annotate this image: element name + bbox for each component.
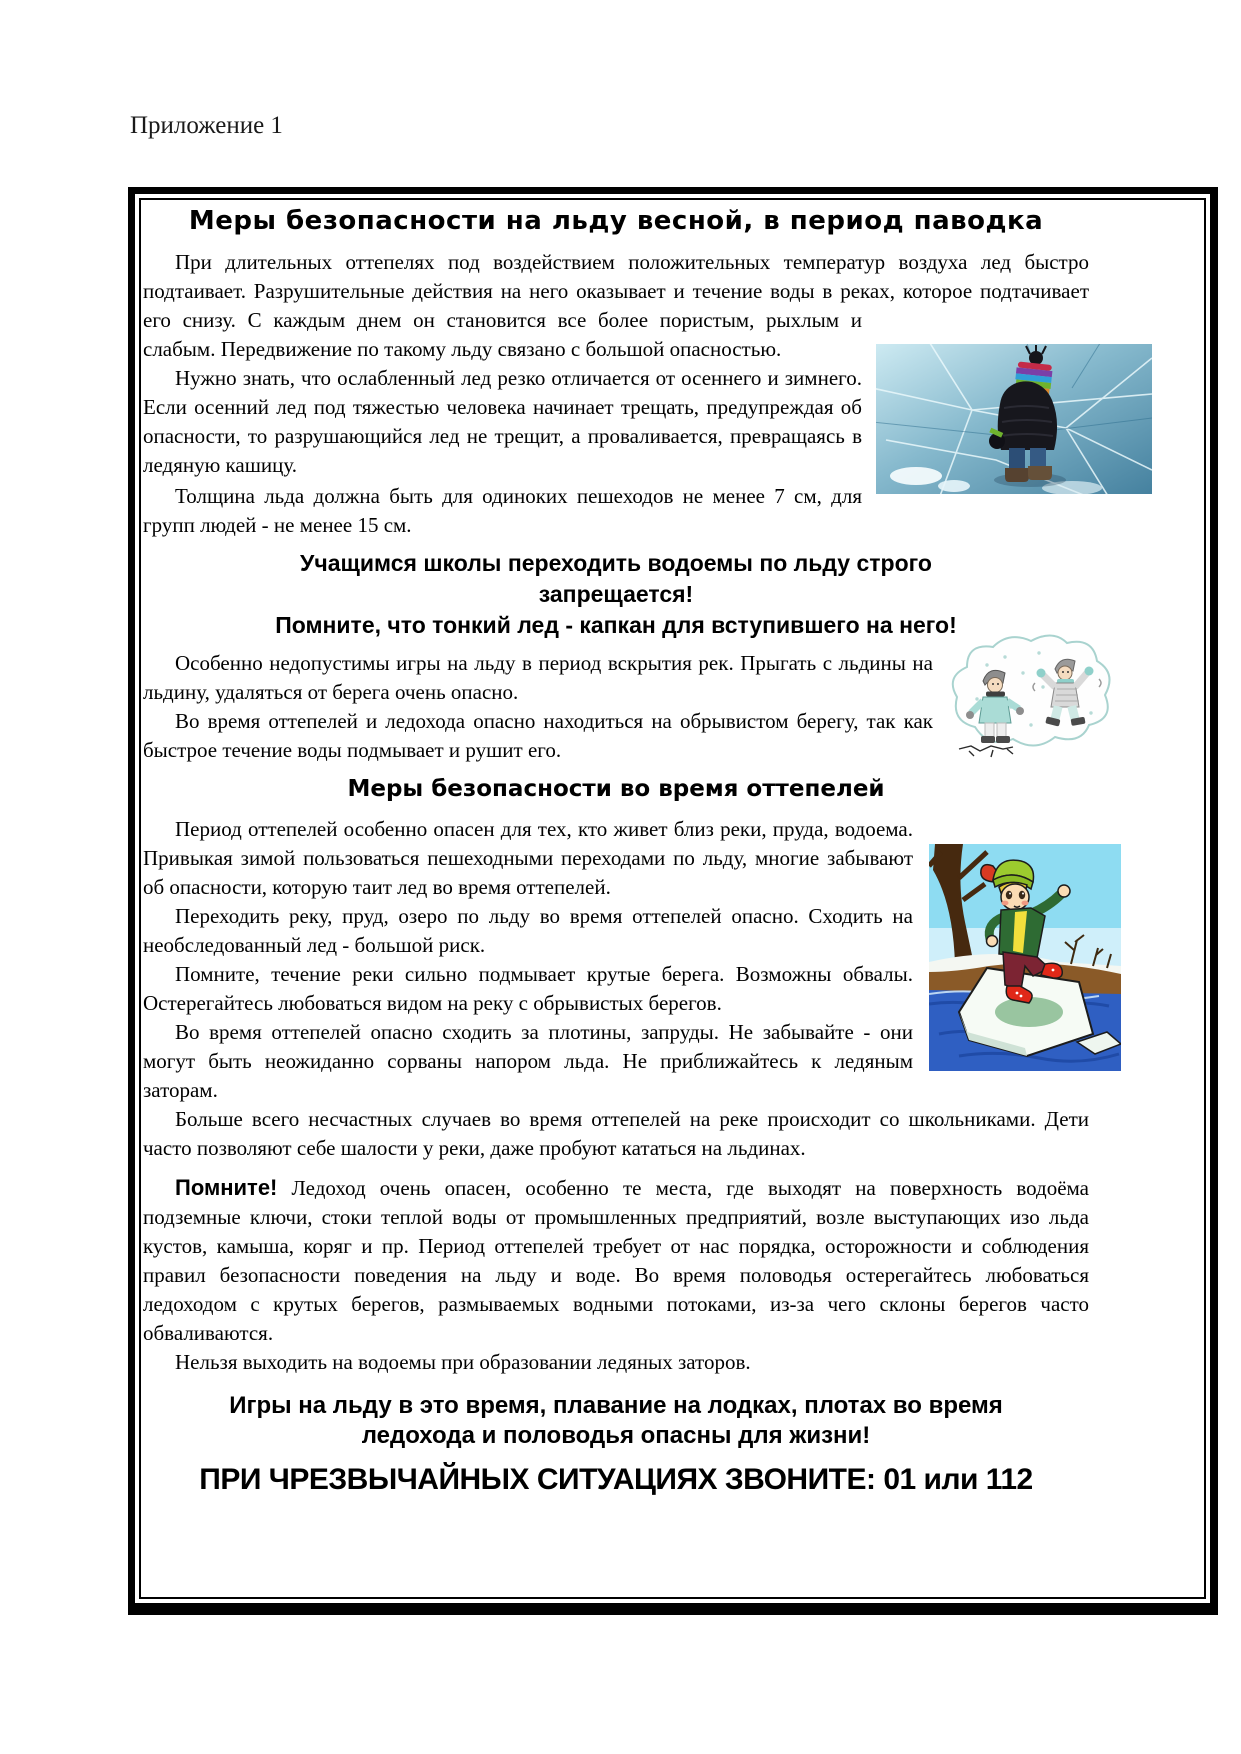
- thaw-section-heading: Меры безопасности во время оттепелей: [347, 776, 885, 802]
- intro-paragraph-1: [143, 248, 1089, 364]
- games-paragraph-1-text: Особенно недопустимы игры на льду в период вскрытия рек. Прыгать с льдины на льдину, удаляться от берега очень опасно.: [143, 651, 933, 704]
- games-paragraph-2: Во время оттепелей и ледохода опасно находиться на обрывистом берегу, так как быстрое течение воды подмывает и рушит его.: [143, 709, 933, 762]
- final-warning-line1: Игры на льду в это время, плавание на лодках, плотах во время: [229, 1392, 1003, 1419]
- intro-paragraph-2: Нужно знать, что ослабленный лед резко отличается от осеннего и зимнего. Если осенний лед под тяжестью человека начинает трещать, предупреждая об опасности, то разрушающийся лед не трещит, а проваливается, превращаясь в ледяную кашицу.: [143, 366, 862, 477]
- child-on-ice-photo: [876, 344, 1152, 494]
- appendix-label: Приложение 1: [130, 112, 283, 139]
- thaw-paragraph-3: Помните, течение реки сильно подмывает крутые берега. Возможны обвалы. Остерегайтесь любоваться видом на реку с обрывистых берегов.: [143, 962, 913, 1015]
- remember-label: Помните!: [175, 1175, 278, 1200]
- thaw-paragraph-4: Во время оттепелей опасно сходить за плотины, запруды. Не забывайте - они могут быть неожиданно сорваны напором льда. Не приближайтесь к ледяным заторам.: [143, 1020, 913, 1102]
- ban-heading-line3: Помните, что тонкий лед - капкан для вступившего на него!: [275, 612, 957, 638]
- thaw-paragraph-2: Переходить реку, пруд, озеро по льду во время оттепелей опасно. Сходить на необследованный лед - большой риск.: [143, 904, 913, 957]
- games-paragraph-1: [143, 649, 1089, 707]
- boy-on-ice-floe-drawing-image: [929, 844, 1121, 1071]
- remember-text: Ледоход очень опасен, особенно те места, где выходят на поверхность водоёма подземные ключи, стоки теплой воды от промышленных предприятий, возле выступающих изо льда кустов, камыша, коряг и пр. Период оттепелей требует от нас порядка, осторожности и соблюдения правил безопасности поведения на льду и воде. Во время половодья остерегайтесь любоваться ледоходом с крутых берегов, размываемых водными потоками, из-за чего склоны берегов часто обваливаются.: [143, 1176, 1089, 1345]
- remember-paragraph: [143, 1173, 1089, 1348]
- intro-paragraph-1-text: При длительных оттепелях под воздействием положительных температур воздуха лед быстро подтаивает. Разрушительные действия на него оказывает и течение воды в реках, которое подтачивает его снизу. С каждым днем он становится все более пористым, рыхлым и слабым. Передвижение по такому льду связано с большой опасностью.: [143, 250, 1089, 361]
- document-content: [143, 204, 1089, 1497]
- children-on-ice-drawing-image: [947, 629, 1117, 761]
- ban-heading-block: [143, 548, 1089, 641]
- thaw-paragraph-1: [143, 815, 1089, 902]
- intro-paragraph-3: Толщина льда должна быть для одиноких пешеходов не менее 7 см, для групп людей - не менее 15 см.: [143, 484, 862, 537]
- ban-heading-line2: запрещается!: [538, 581, 694, 607]
- document-inner-frame: [139, 198, 1206, 1599]
- page-title: Меры безопасности на льду весной, в период паводка: [188, 206, 1044, 236]
- children-on-ice-drawing: [947, 629, 1117, 761]
- child-on-ice-photo-image: [876, 344, 1152, 494]
- thaw-paragraph-5: Больше всего несчастных случаев во время оттепелей на реке происходит со школьниками. Дети часто позволяют себе шалости у реки, даже пробуют кататься на льдинах.: [143, 1107, 1089, 1160]
- boy-on-ice-floe-drawing: [929, 844, 1121, 1071]
- emergency-call-line: ПРИ ЧРЕЗВЫЧАЙНЫХ СИТУАЦИЯХ ЗВОНИТЕ: 01 или 112: [199, 1463, 1033, 1496]
- final-warning-block: [143, 1391, 1089, 1451]
- document-border-frame: [128, 187, 1218, 1615]
- ban-heading-line1: Учащимся школы переходить водоемы по льду строго: [300, 550, 932, 576]
- final-warning-line2: ледохода и половодья опасны для жизни!: [361, 1422, 871, 1449]
- remember-paragraph-2: Нельзя выходить на водоемы при образовании ледяных заторов.: [175, 1350, 751, 1374]
- thaw-paragraph-1-text: Период оттепелей особенно опасен для тех, кто живет близ реки, пруда, водоема. Привыкая зимой пользоваться пешеходными переходами по льду, многие забывают об опасности, которую таит лед во время оттепелей.: [143, 817, 913, 899]
